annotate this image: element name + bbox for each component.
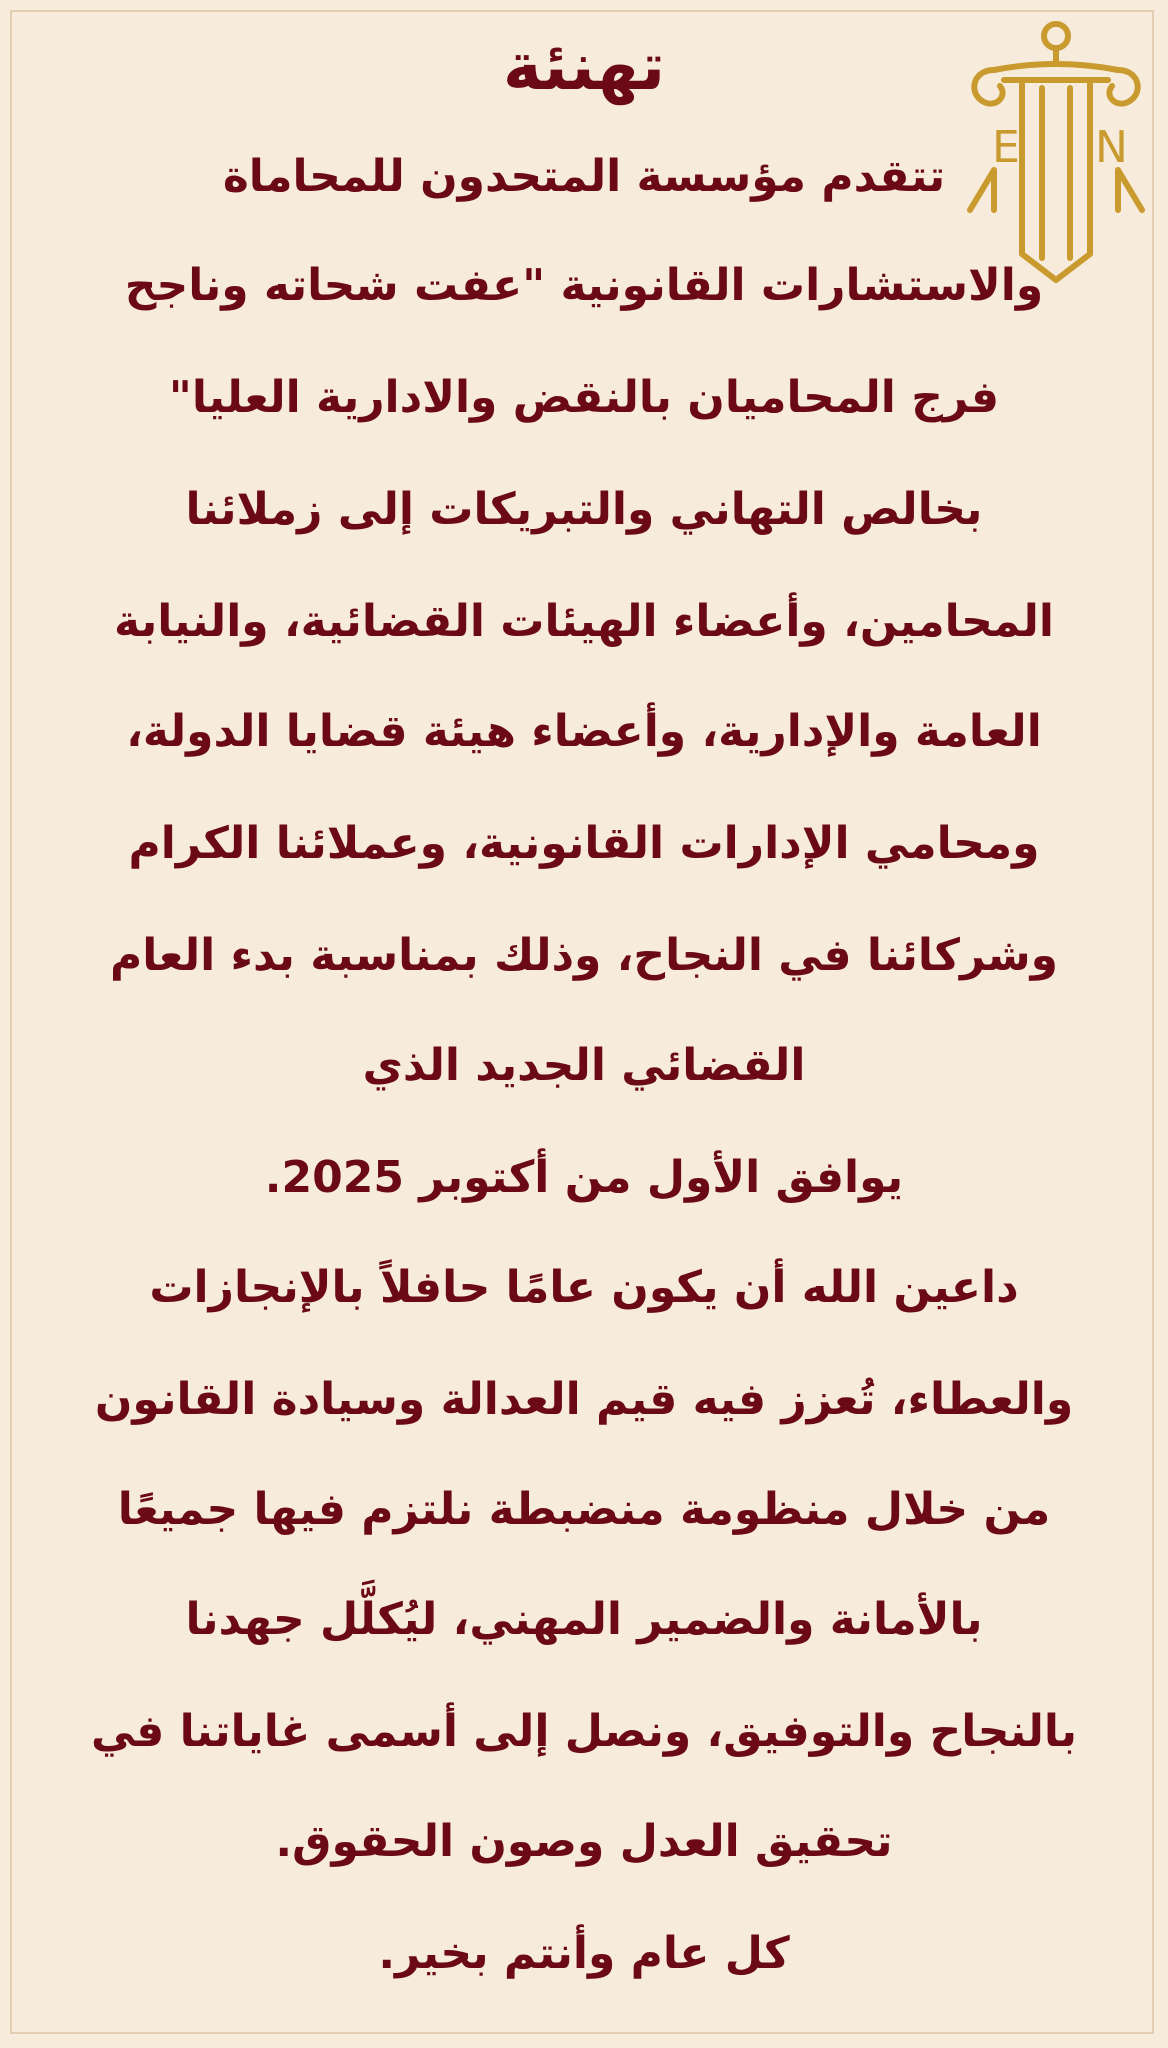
text-line: بخالص التهاني والتبريكات إلى زملائنا <box>185 484 983 535</box>
text-line: تتقدم مؤسسة المتحدون للمحاماة <box>222 151 946 202</box>
text-line: من خلال منظومة منضبطة نلتزم فيها جميعًا <box>117 1484 1051 1535</box>
text-line: بالأمانة والضمير المهني، ليُكلَّل جهدنا <box>185 1594 983 1645</box>
text-line: ومحامي الإدارات القانونية، وعملائنا الكرام <box>128 818 1040 869</box>
text-line: كل عام وأنتم بخير. <box>378 1928 790 1979</box>
text-line: يوافق الأول من أكتوبر 2025. <box>264 1152 904 1203</box>
logo-letter-e: E <box>992 122 1020 173</box>
text-line: والعطاء، تُعزز فيه قيم العدالة وسيادة القانون <box>94 1374 1074 1425</box>
text-line: المحامين، وأعضاء الهيئات القضائية، والنيابة <box>114 596 1054 647</box>
text-line: فرج المحاميان بالنقض والادارية العليا" <box>168 372 1000 423</box>
text-line: القضائي الجديد الذي <box>362 1040 806 1091</box>
text-line: العامة والإدارية، وأعضاء هيئة قضايا الدولة، <box>126 706 1042 757</box>
page-title: تهنئة <box>502 28 666 105</box>
text-line: تحقيق العدل وصون الحقوق. <box>275 1816 893 1867</box>
text-line: والاستشارات القانونية "عفت شحاته وناجح <box>124 260 1044 311</box>
text-line: وشركائنا في النجاح، وذلك بمناسبة بدء العام <box>109 930 1059 981</box>
text-line: داعين الله أن يكون عامًا حافلاً بالإنجازات <box>149 1262 1019 1313</box>
logo-letter-n: N <box>1095 122 1128 173</box>
text-line: بالنجاح والتوفيق، ونصل إلى أسمى غاياتنا في <box>91 1706 1077 1757</box>
